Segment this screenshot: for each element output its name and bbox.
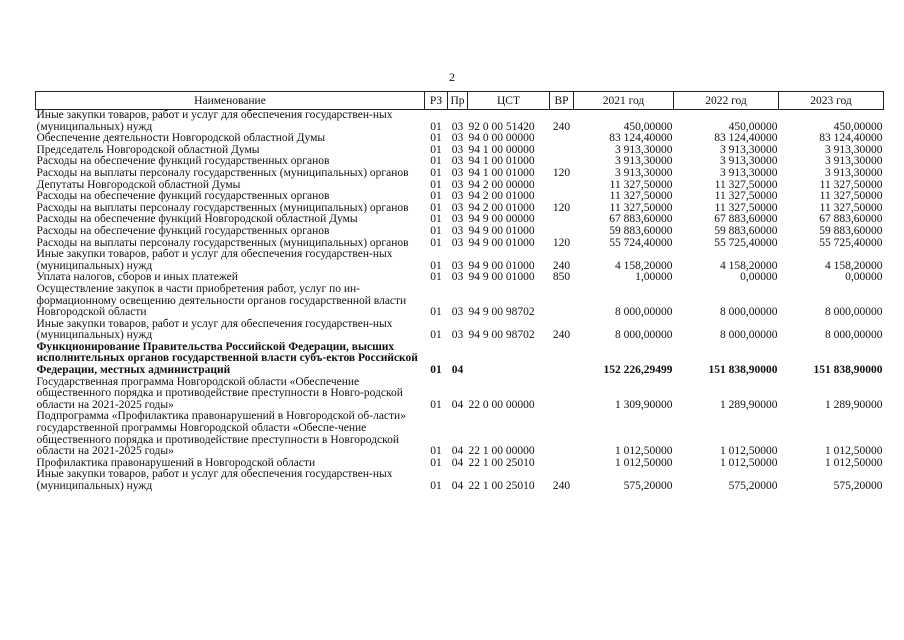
table-row <box>36 377 884 412</box>
row-pr: 03 <box>451 120 464 133</box>
row-pr: 03 <box>451 259 464 272</box>
row-pr: 03 <box>451 201 464 214</box>
row-rz: 01 <box>430 306 442 319</box>
row-vr: 240 <box>552 120 571 133</box>
row-value-2023: 11 327,50000 <box>819 190 883 203</box>
row-value-2021: 450,00000 <box>623 120 673 133</box>
row-value-2023: 1 289,90000 <box>825 398 883 411</box>
row-value-2023: 4 158,20000 <box>825 259 883 272</box>
row-value-2021: 59 883,60000 <box>609 224 673 237</box>
row-rz: 01 <box>430 364 442 377</box>
header-cst: ЦСТ <box>468 92 550 110</box>
header-name: Наименование <box>36 92 425 110</box>
row-rz: 01 <box>430 155 442 168</box>
row-name: Подпрограмма «Профилактика правонарушений в Новгородской об-ласти» государственной программы Новгородской области «Обеспе-чение общественного порядка и противодействие преступности в Новгородской области на 2021-2025 годы» <box>36 410 406 458</box>
row-value-2022: 55 725,40000 <box>714 236 778 249</box>
row-cst: 94 1 00 00000 <box>468 143 535 156</box>
row-rz: 01 <box>430 456 442 469</box>
row-name: Иные закупки товаров, работ и услуг для обеспечения государствен-ных (муниципальных) нужд <box>36 109 393 133</box>
row-cst: 22 1 00 00000 <box>468 445 535 458</box>
row-rz: 01 <box>430 213 442 226</box>
row-pr: 03 <box>451 213 464 226</box>
row-rz: 01 <box>430 236 442 249</box>
row-value-2021: 11 327,50000 <box>609 201 673 214</box>
row-name: Профилактика правонарушений в Новгородской области <box>36 456 316 469</box>
header-2022: 2022 год <box>674 92 779 110</box>
row-pr: 03 <box>451 155 464 168</box>
row-rz: 01 <box>430 259 442 272</box>
row-value-2022: 3 913,30000 <box>720 166 778 179</box>
header-2023: 2023 год <box>779 92 884 110</box>
row-value-2021: 1 012,50000 <box>615 456 673 469</box>
table-row <box>36 226 884 238</box>
row-value-2023: 67 883,60000 <box>819 213 883 226</box>
header-pr: Пр <box>448 92 468 110</box>
row-value-2021: 8 000,00000 <box>615 329 673 342</box>
row-name: Расходы на обеспечение функций государственных органов <box>36 155 330 168</box>
row-value-2021: 4 158,20000 <box>615 259 673 272</box>
row-value-2021: 3 913,30000 <box>615 166 673 179</box>
row-value-2023: 151 838,90000 <box>813 364 883 377</box>
row-name: Расходы на обеспечение функций Новгородской областной Думы <box>36 213 358 226</box>
row-value-2022: 1 012,50000 <box>720 456 778 469</box>
row-value-2022: 83 124,40000 <box>714 132 778 145</box>
row-value-2023: 3 913,30000 <box>825 155 883 168</box>
row-cst: 94 1 00 01000 <box>468 166 535 179</box>
row-cst: 94 9 00 01000 <box>468 236 535 249</box>
row-value-2022: 59 883,60000 <box>714 224 778 237</box>
row-vr <box>550 377 574 412</box>
row-vr <box>550 458 574 470</box>
row-value-2022: 11 327,50000 <box>714 178 778 191</box>
row-pr: 03 <box>451 166 464 179</box>
row-pr: 04 <box>451 445 464 458</box>
row-name: Иные закупки товаров, работ и услуг для обеспечения государствен-ных (муниципальных) нужд <box>36 248 393 272</box>
row-vr <box>550 214 574 226</box>
row-value-2023: 8 000,00000 <box>825 306 883 319</box>
row-pr: 03 <box>451 236 464 249</box>
table-row <box>36 469 884 492</box>
row-value-2021: 3 913,30000 <box>615 155 673 168</box>
row-value-2022: 0,00000 <box>740 271 778 284</box>
row-name: Председатель Новгородской областной Думы <box>36 143 260 156</box>
row-vr <box>550 133 574 145</box>
row-rz: 01 <box>430 132 442 145</box>
row-vr: 240 <box>552 480 571 492</box>
row-name: Расходы на обеспечение функций государственных органов <box>36 190 330 203</box>
header-vr: ВР <box>550 92 574 110</box>
row-rz: 01 <box>430 190 442 203</box>
row-vr <box>550 226 574 238</box>
row-value-2023: 450,00000 <box>833 120 883 133</box>
table-row <box>36 191 884 203</box>
row-name: Расходы на выплаты персоналу государственных (муниципальных) органов <box>36 236 409 249</box>
row-value-2022: 8 000,00000 <box>720 329 778 342</box>
row-cst: 94 9 00 98702 <box>468 306 535 319</box>
row-rz: 01 <box>430 271 442 284</box>
table-row <box>36 284 884 319</box>
table-row <box>36 249 884 272</box>
row-vr <box>550 284 574 319</box>
table-body <box>36 110 884 493</box>
row-rz: 01 <box>430 445 442 458</box>
row-value-2023: 8 000,00000 <box>825 329 883 342</box>
row-cst: 94 9 00 01000 <box>468 224 535 237</box>
row-pr: 03 <box>451 190 464 203</box>
row-cst: 94 9 00 01000 <box>468 271 535 284</box>
row-value-2023: 55 725,40000 <box>819 236 883 249</box>
row-rz: 01 <box>430 329 442 342</box>
row-rz: 01 <box>430 480 442 492</box>
row-pr: 04 <box>451 480 464 492</box>
row-vr <box>550 180 574 192</box>
table-row <box>36 110 884 134</box>
row-cst: 94 1 00 01000 <box>468 155 535 168</box>
row-pr: 04 <box>451 456 464 469</box>
row-vr: 120 <box>552 201 571 214</box>
row-value-2022: 450,00000 <box>728 120 778 133</box>
table-row <box>36 342 884 377</box>
row-value-2021: 1,00000 <box>635 271 673 284</box>
row-cst: 94 9 00 98702 <box>468 329 535 342</box>
row-pr: 03 <box>451 143 464 156</box>
row-vr <box>550 145 574 157</box>
row-value-2023: 11 327,50000 <box>819 178 883 191</box>
row-cst: 94 9 00 00000 <box>468 213 535 226</box>
row-pr: 03 <box>451 329 464 342</box>
row-cst: 94 0 00 00000 <box>468 132 535 145</box>
row-value-2021: 83 124,40000 <box>609 132 673 145</box>
row-cst: 94 2 00 00000 <box>468 178 535 191</box>
row-cst: 94 2 00 01000 <box>468 190 535 203</box>
row-rz: 01 <box>430 178 442 191</box>
row-rz: 01 <box>430 120 442 133</box>
row-value-2022: 4 158,20000 <box>720 259 778 272</box>
table-row <box>36 411 884 457</box>
row-pr: 03 <box>451 178 464 191</box>
row-cst: 92 0 00 51420 <box>468 120 535 133</box>
row-rz: 01 <box>430 143 442 156</box>
row-name: Расходы на выплаты персоналу государственных (муниципальных) органов <box>36 166 409 179</box>
row-vr: 120 <box>552 166 571 179</box>
row-value-2022: 3 913,30000 <box>720 143 778 156</box>
row-value-2022: 151 838,90000 <box>708 364 778 377</box>
row-value-2023: 59 883,60000 <box>819 224 883 237</box>
header-2021: 2021 год <box>574 92 674 110</box>
row-value-2023: 0,00000 <box>845 271 883 284</box>
row-rz: 01 <box>430 201 442 214</box>
row-cst: 94 9 00 01000 <box>468 259 535 272</box>
row-cst: 22 1 00 25010 <box>468 480 535 492</box>
row-value-2023: 11 327,50000 <box>819 201 883 214</box>
row-rz: 01 <box>430 398 442 411</box>
row-name: Осуществление закупок в части приобретения работ, услуг по ин-формационному освещению деятельности органов государственной власти Новгородской области <box>36 282 407 319</box>
page-number: 2 <box>449 70 455 84</box>
row-value-2023: 1 012,50000 <box>825 445 883 458</box>
row-value-2022: 11 327,50000 <box>714 201 778 214</box>
row-name: Государственная программа Новгородской области «Обеспечение общественного порядка и противодействие преступности в Новго-родской области на 2021-2025 годы» <box>36 375 403 411</box>
row-cst <box>468 342 550 377</box>
row-name: Уплата налогов, сборов и иных платежей <box>36 271 238 284</box>
row-pr: 03 <box>451 306 464 319</box>
row-pr: 03 <box>451 271 464 284</box>
row-name: Расходы на выплаты персоналу государственных (муниципальных) органов <box>36 201 409 214</box>
row-name: Функционирование Правительства Российской Федерации, высших исполнительных органов государственной власти субъ-ектов Российской Федерации, местных администраций <box>36 340 418 377</box>
row-value-2021: 8 000,00000 <box>615 306 673 319</box>
row-value-2022: 67 883,60000 <box>714 213 778 226</box>
row-vr <box>550 342 574 377</box>
row-vr: 240 <box>552 259 571 272</box>
row-value-2022: 8 000,00000 <box>720 306 778 319</box>
row-vr: 120 <box>552 236 571 249</box>
row-cst: 94 2 00 01000 <box>468 201 535 214</box>
row-value-2021: 1 309,90000 <box>615 398 673 411</box>
row-vr <box>550 411 574 457</box>
row-name: Обеспечение деятельности Новгородской областной Думы <box>36 132 326 145</box>
row-value-2021: 11 327,50000 <box>609 190 673 203</box>
row-value-2023: 3 913,30000 <box>825 166 883 179</box>
row-value-2022: 575,20000 <box>728 480 778 492</box>
row-pr: 04 <box>451 398 464 411</box>
row-value-2023: 3 913,30000 <box>825 143 883 156</box>
row-name: Депутаты Новгородской областной Думы <box>36 178 241 191</box>
row-value-2022: 3 913,30000 <box>720 155 778 168</box>
budget-table <box>35 91 884 493</box>
row-pr: 03 <box>451 224 464 237</box>
row-value-2022: 11 327,50000 <box>714 190 778 203</box>
row-value-2022: 1 289,90000 <box>720 398 778 411</box>
row-value-2023: 83 124,40000 <box>819 132 883 145</box>
row-value-2021: 152 226,29499 <box>603 364 673 377</box>
row-value-2021: 67 883,60000 <box>609 213 673 226</box>
table-row <box>36 168 884 180</box>
row-rz: 01 <box>430 224 442 237</box>
row-value-2022: 1 012,50000 <box>720 445 778 458</box>
row-value-2023: 1 012,50000 <box>825 456 883 469</box>
row-value-2021: 1 012,50000 <box>615 445 673 458</box>
row-cst: 22 1 00 25010 <box>468 456 535 469</box>
row-value-2021: 3 913,30000 <box>615 143 673 156</box>
row-pr: 03 <box>451 132 464 145</box>
row-rz: 01 <box>430 166 442 179</box>
row-vr: 240 <box>552 329 571 342</box>
row-value-2021: 575,20000 <box>623 480 673 492</box>
row-name: Расходы на обеспечение функций государственных органов <box>36 224 330 237</box>
row-value-2021: 55 724,40000 <box>609 236 673 249</box>
row-value-2023: 575,20000 <box>833 480 883 492</box>
row-value-2021: 11 327,50000 <box>609 178 673 191</box>
row-cst: 22 0 00 00000 <box>468 398 535 411</box>
row-name: Иные закупки товаров, работ и услуг для обеспечения государствен-ных (муниципальных) нужд <box>36 317 393 342</box>
row-vr <box>550 191 574 203</box>
table-header-row <box>36 92 884 110</box>
row-vr: 850 <box>552 271 571 284</box>
row-name: Иные закупки товаров, работ и услуг для обеспечения государствен-ных (муниципальных) нужд <box>36 468 393 492</box>
header-rz: РЗ <box>425 92 448 110</box>
row-pr: 04 <box>451 364 464 377</box>
table-row <box>36 319 884 342</box>
